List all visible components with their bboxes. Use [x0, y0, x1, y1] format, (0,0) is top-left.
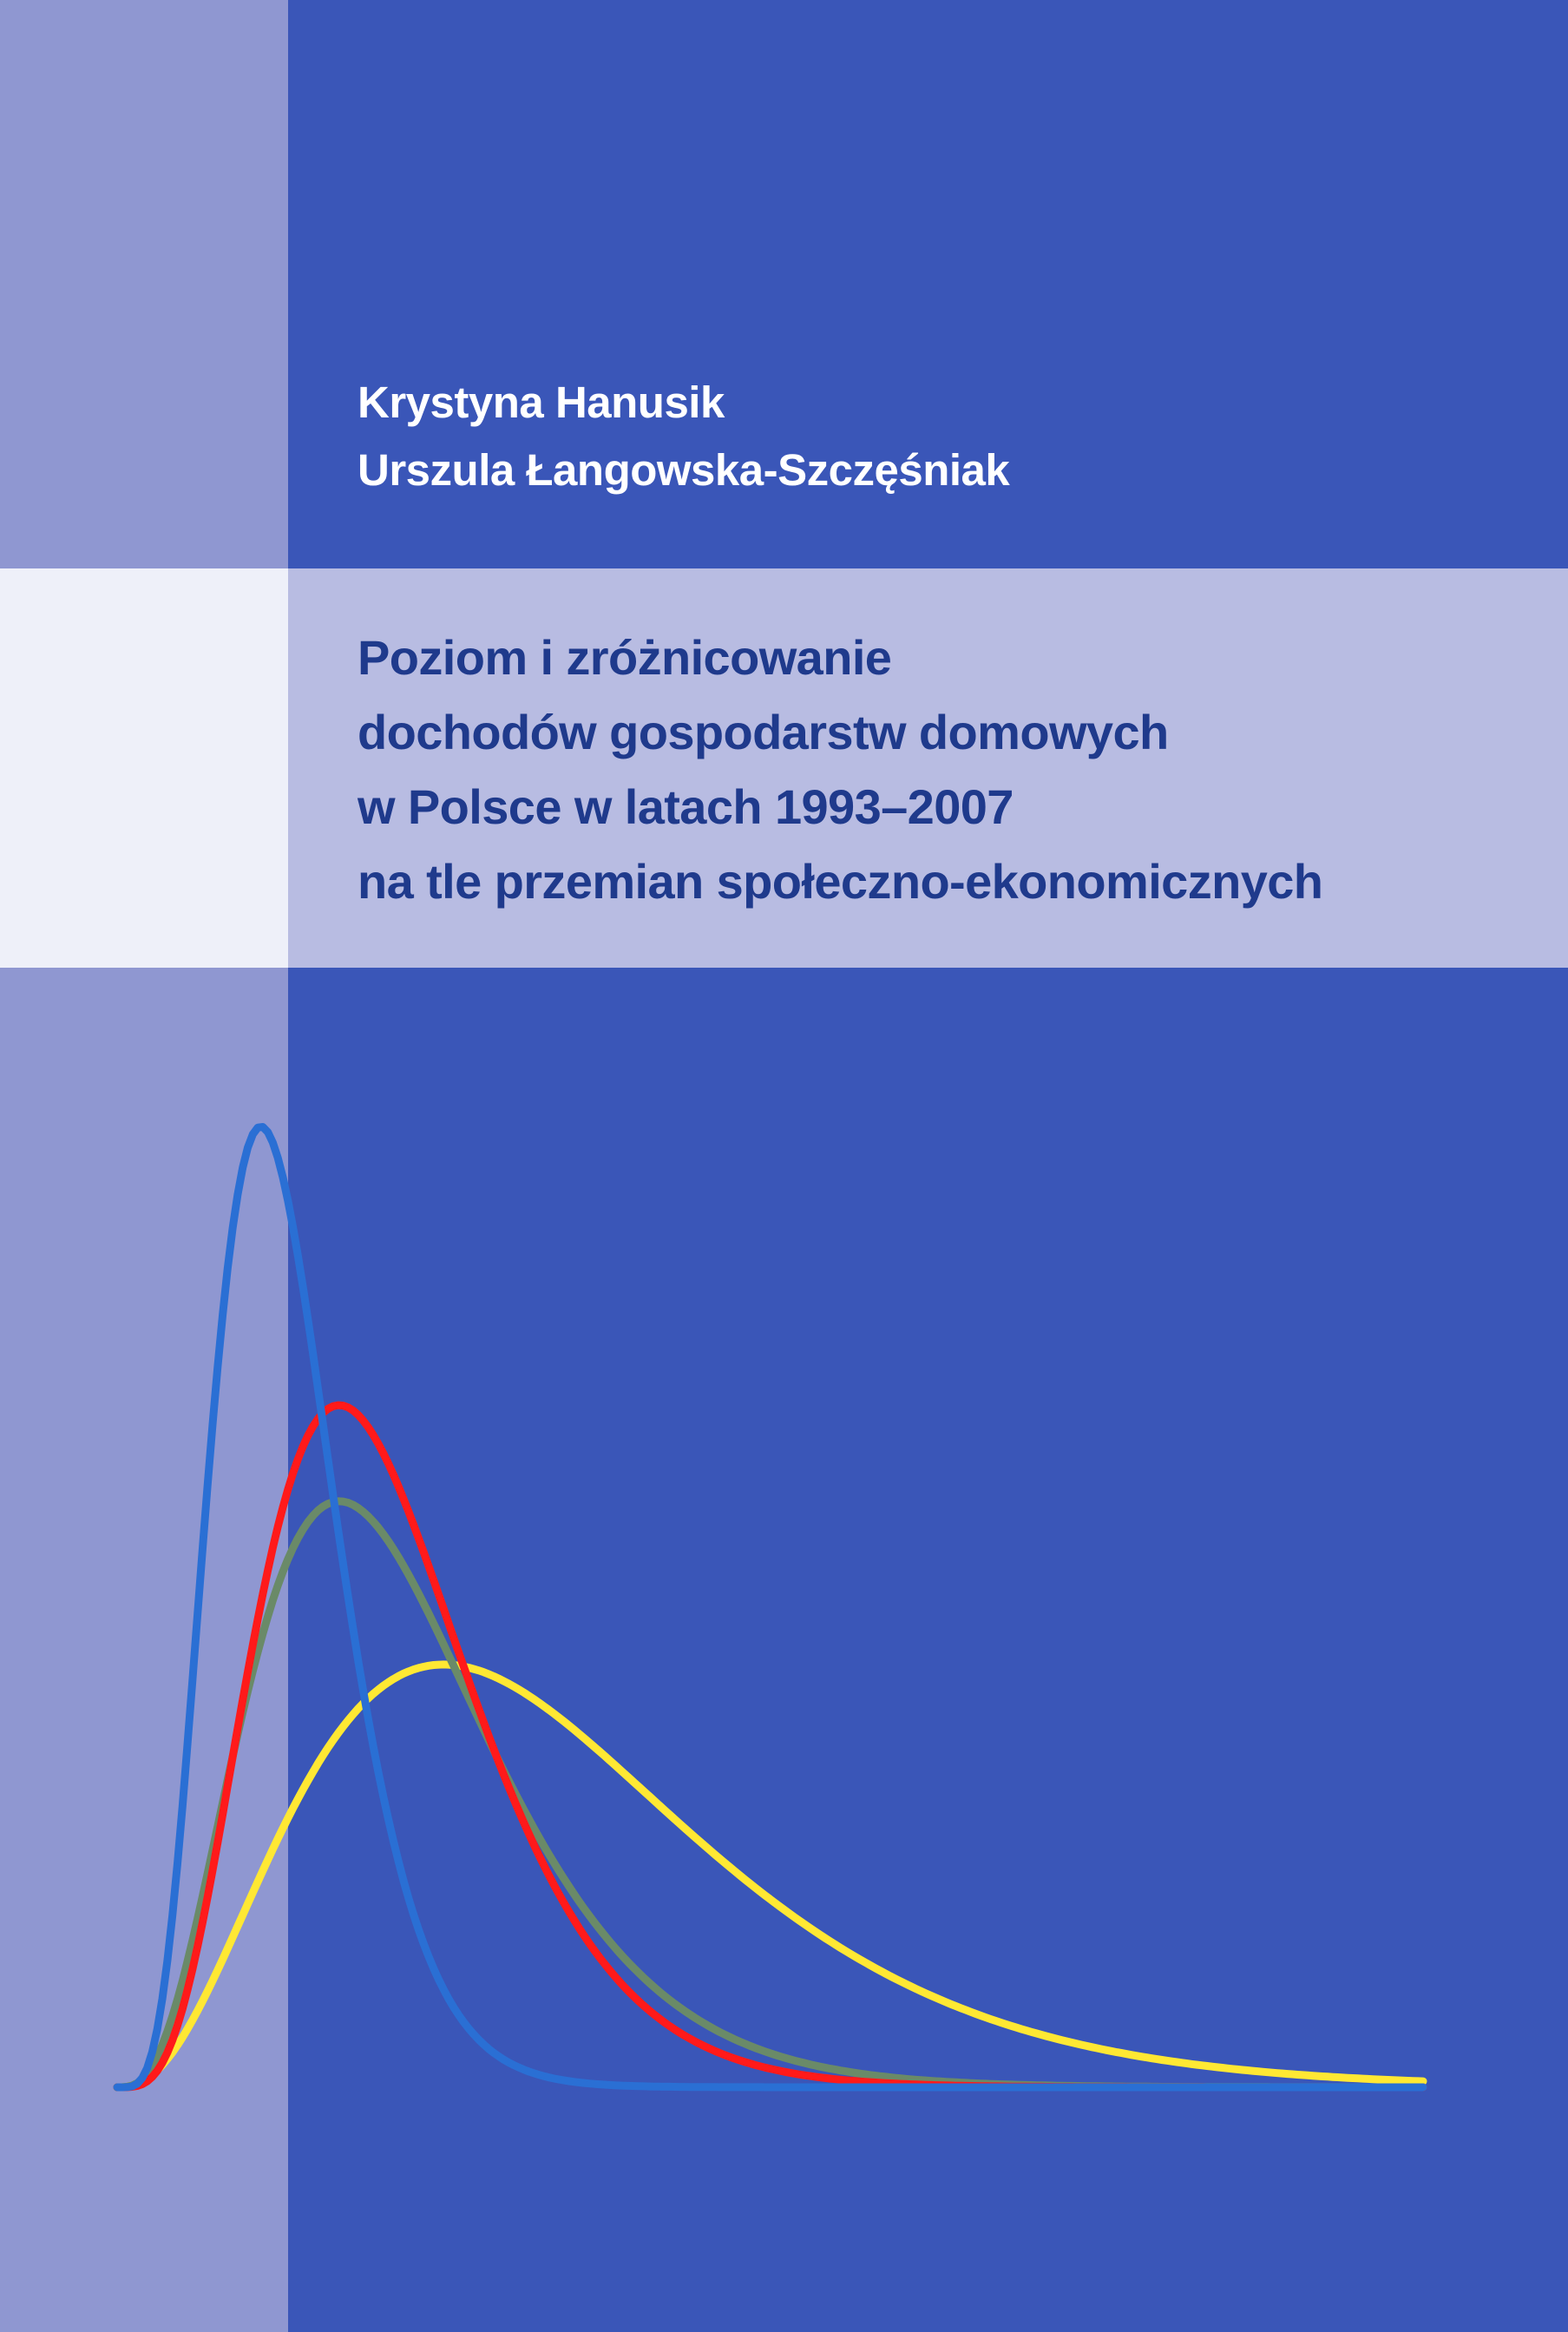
series-line-2: [117, 1501, 1423, 2087]
title-line: dochodów gospodarstw domowych: [358, 705, 1169, 759]
series-line-1: [117, 1405, 1423, 2087]
title-line: na tle przemian społeczno-ekonomicznych: [358, 854, 1323, 909]
title-line: Poziom i zróżnicowanie: [358, 630, 892, 685]
author-name: Krystyna Hanusik: [358, 378, 725, 427]
author-name: Urszula Łangowska-Szczęśniak: [358, 445, 1010, 495]
series-line-3: [117, 1665, 1423, 2087]
series-line-0: [117, 1127, 1423, 2088]
title-line: w Polsce w latach 1993–2007: [358, 779, 1014, 834]
